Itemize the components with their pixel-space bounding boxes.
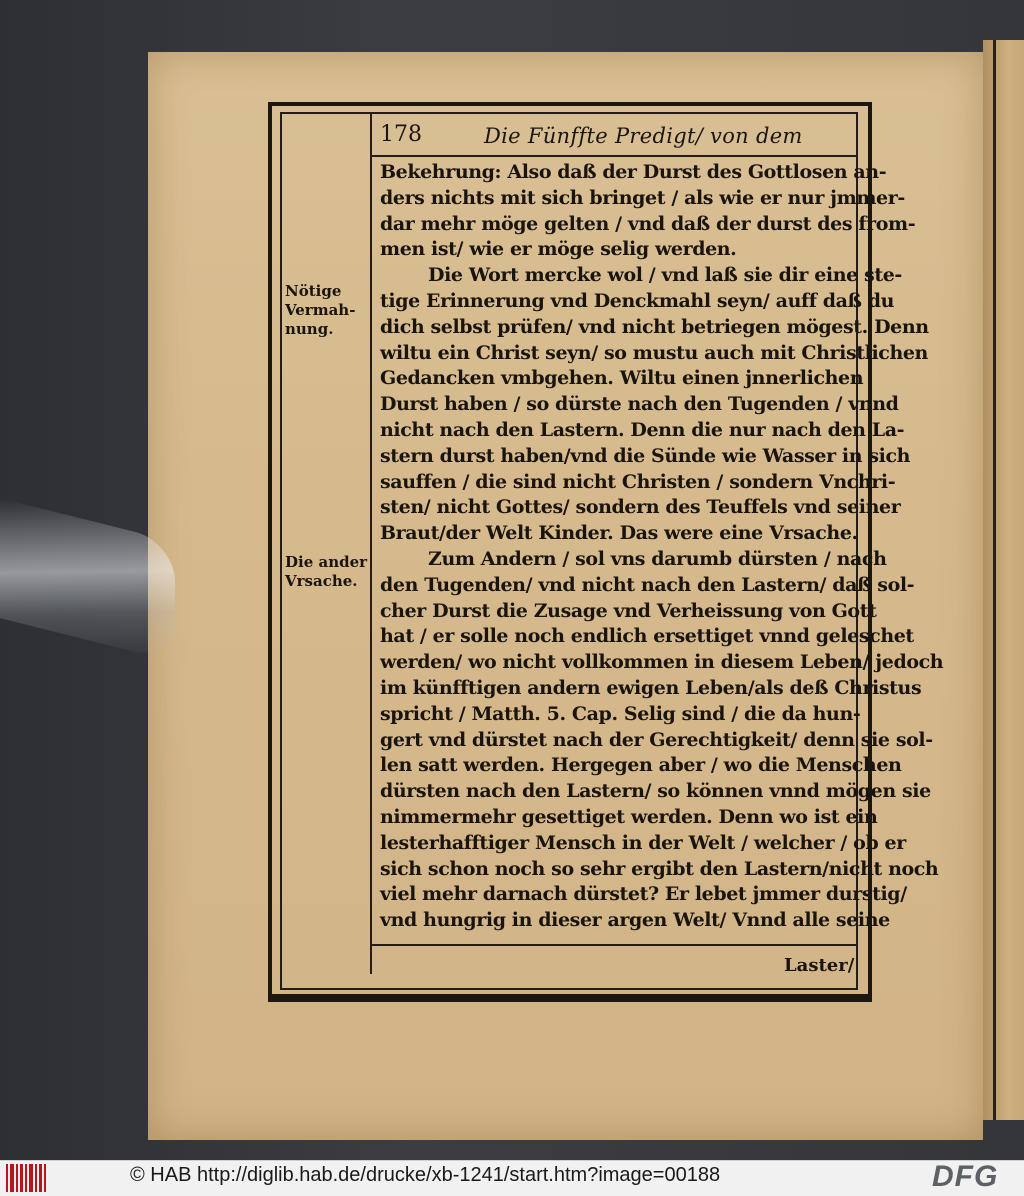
next-page-rule (993, 40, 996, 1120)
page-number: 178 (380, 122, 422, 147)
text-line: Braut/der Welt Kinder. Das were eine Vrsache. (380, 522, 858, 545)
text-line: hat / er solle noch endlich ersettiget vnnd geleschet (380, 625, 914, 648)
text-line: wiltu ein Christ seyn/ so mustu auch mit Christlichen (380, 341, 928, 364)
footer-rule (372, 944, 858, 946)
text-line: len satt werden. Hergegen aber / wo die Menschen (380, 754, 902, 777)
body-text (380, 160, 944, 934)
text-line: vnd hungrig in dieser argen Welt/ Vnnd alle seine (380, 909, 890, 932)
text-line: sauffen / die sind nicht Christen / sondern Vnchri- (380, 470, 896, 493)
text-line: werden/ wo nicht vollkommen in diesem Leben/ jedoch (380, 651, 944, 674)
text-line: sten/ nicht Gottes/ sondern des Teuffels vnd seiner (380, 496, 901, 519)
text-line: Bekehrung: Also daß der Durst des Gottlosen an- (380, 161, 887, 183)
text-line: dich selbst prüfen/ vnd nicht betriegen mögest. Denn (380, 315, 929, 338)
marginal-note-1: Nötige Vermah-nung. (285, 282, 356, 338)
marginal-note-2: Die ander Vrsache. (285, 553, 368, 590)
text-line: den Tugenden/ vnd nicht nach den Lastern/ daß sol- (380, 573, 915, 596)
text-line: dürsten nach den Lastern/ so können vnnd mögen sie (380, 780, 931, 803)
running-head: Die Fünffte Predigt/ von dem (484, 124, 803, 148)
text-line: stern durst haben/vnd die Sünde wie Wasser in sich (380, 444, 911, 467)
hab-logo-icon (6, 1164, 46, 1192)
text-line: Die Wort mercke wol / vnd laß sie dir eine ste- (428, 264, 902, 287)
text-line: sich schon noch so sehr ergibt den Lastern/nicht noch (380, 857, 939, 880)
text-line: nicht nach den Lastern. Denn die nur nach den La- (380, 418, 905, 441)
text-line: lesterhafftiger Mensch in der Welt / welcher / ob er (380, 831, 906, 854)
catchword: Laster/ (784, 955, 855, 976)
header-rule (372, 155, 858, 157)
text-line: ders nichts mit sich bringet / als wie er nur jmmer- (380, 186, 905, 209)
text-line: tige Erinnerung vnd Denckmahl seyn/ auff daß du (380, 289, 895, 312)
text-line: men ist/ wie er möge selig werden. (380, 238, 737, 261)
margin-rule (370, 112, 372, 974)
next-page-edge (983, 40, 1024, 1120)
text-line: im künfftigen andern ewigen Leben/als deß Christus (380, 676, 922, 699)
dfg-logo: DFG (932, 1160, 999, 1193)
copyright-link[interactable]: © HAB http://diglib.hab.de/drucke/xb-1241/start.htm?image=00188 (130, 1164, 721, 1186)
text-line: Gedancken vmbgehen. Wiltu einen jnnerlichen (380, 367, 864, 390)
text-line: cher Durst die Zusage vnd Verheissung von Gott (380, 599, 877, 622)
text-line: spricht / Matth. 5. Cap. Selig sind / die da hun- (380, 702, 861, 725)
text-line: Durst haben / so dürste nach den Tugenden / vnnd (380, 393, 899, 416)
text-line: Zum Andern / sol vns darumb dürsten / nach (428, 547, 887, 570)
bottom-thick-rule (268, 994, 868, 998)
text-line: viel mehr darnach dürstet? Er lebet jmmer durstig/ (380, 883, 907, 906)
text-line: gert vnd dürstet nach der Gerechtigkeit/ denn sie sol- (380, 728, 933, 751)
text-line: dar mehr möge gelten / vnd daß der durst des from- (380, 212, 916, 235)
text-line: nimmermehr gesettiget werden. Denn wo ist ein (380, 805, 878, 828)
